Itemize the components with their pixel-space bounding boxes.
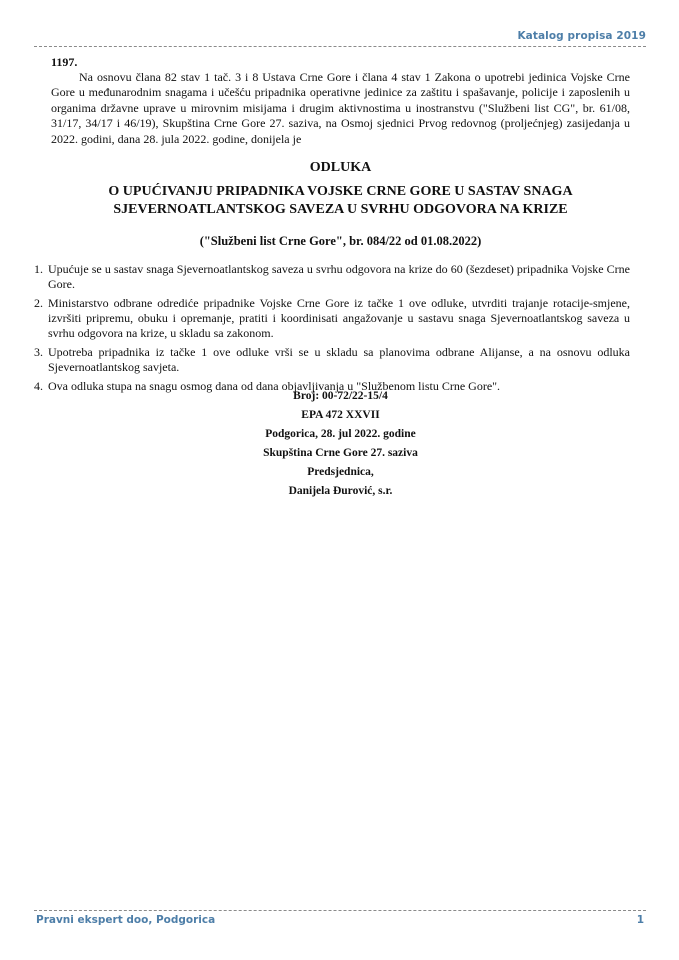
reference-number: Broj: 00-72/22-15/4 [293, 390, 388, 402]
article-text: Ministarstvo odbrane odrediće pripadnike Vojske Crne Gore iz tačke 1 ove odluke, utvrditi trajanje rotacije-smjene, izvršiti pripremu, obuku i opremanje, pratiti i koordinisati angažovanje u sastavu snaga Sjevernoatlantskog saveza u svrhu odgovora na krize, u skladu sa zakonom. [48, 296, 630, 340]
gazette-reference: ("Službeni list Crne Gore", br. 084/22 od 01.08.2022) [199, 234, 482, 248]
preamble-paragraph: Na osnovu člana 82 stav 1 tač. 3 i 8 Ustava Crne Gore i člana 4 stav 1 Zakona o upotrebi jedinica Vojske Crne Gore u međunarodnim snagama i učešću pripadnika operativne jedinice za zaštitu i spašavanje, policije i zaposlenih u organima državne uprave u mirovnim misijama i drugim aktivnostima u inostranstvu ("Službeni list CG", br. 61/08, 31/17, 34/17 i 46/19), Skupština Crne Gore 27. saziva, na Osmoj sjednici Prvog redovnog (proljećnjeg) zasijedanja u 2022. godini, dana 28. jula 2022. godine, donijela je [51, 70, 630, 146]
article-text: Upućuje se u sastav snaga Sjevernoatlantskog saveza u svrhu odgovora na krize do 60 (šezdeset) pripadnika Vojske Crne Gore. [48, 262, 630, 291]
article-number: 4. [34, 379, 43, 393]
article-number: 2. [34, 296, 43, 310]
signature-block [51, 387, 630, 501]
article-item [34, 296, 630, 341]
document-subtitle [51, 183, 630, 219]
article-list [34, 262, 630, 398]
article-number: 1. [34, 262, 43, 276]
page-number: 1 [636, 914, 644, 926]
catalog-title: Katalog propisa 2019 [517, 30, 646, 42]
article-item [34, 262, 630, 292]
article-text: Upotreba pripadnika iz tačke 1 ove odluke vrši se u skladu sa planovima odbrane Alijanse, a na osnovu odluka Sjevernoatlantskog savjeta. [48, 345, 630, 374]
document-title: ODLUKA [309, 160, 372, 175]
header-divider [34, 46, 646, 47]
signatory-role: Predsjednica, [307, 466, 374, 478]
footer-divider [34, 910, 646, 911]
subtitle-line-2: SJEVERNOATLANTSKOG SAVEZA U SVRHU ODGOVORA NA KRIZE [113, 202, 568, 217]
article-text: Ova odluka stupa na snagu osmog dana od dana objavljivanja u "Službenom listu Crne Gore". [48, 379, 501, 393]
article-number: 3. [34, 345, 43, 359]
subtitle-line-1: O UPUĆIVANJU PRIPADNIKA VOJSKE CRNE GORE U SASTAV SNAGA [108, 184, 573, 199]
act-number: 1197. [51, 55, 78, 69]
signatory-name: Danijela Đurović, s.r. [288, 485, 393, 497]
issuing-body: Skupština Crne Gore 27. saziva [263, 447, 418, 459]
publisher-name: Pravni ekspert doo, Podgorica [36, 914, 216, 926]
epa-number: EPA 472 XXVII [301, 409, 380, 421]
article-item [34, 345, 630, 375]
place-date: Podgorica, 28. jul 2022. godine [265, 428, 416, 440]
